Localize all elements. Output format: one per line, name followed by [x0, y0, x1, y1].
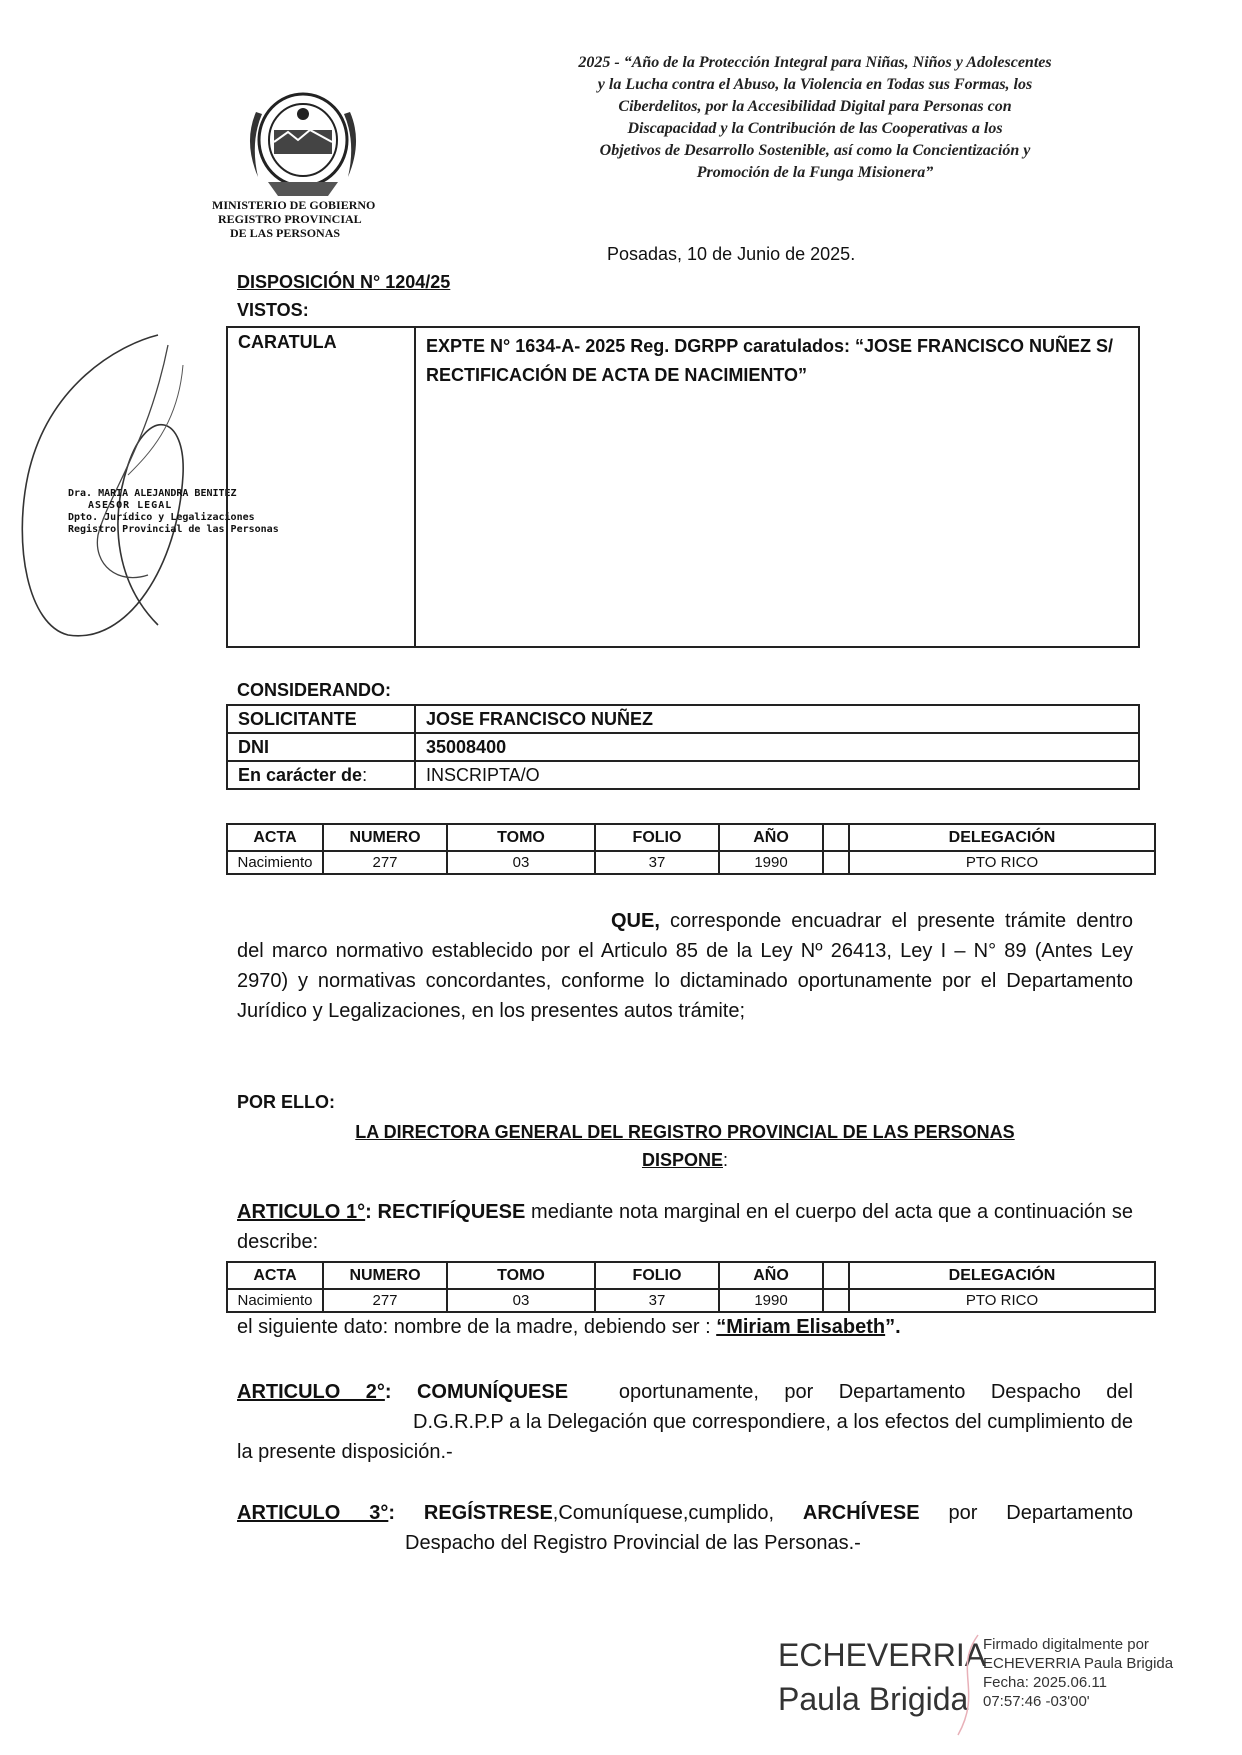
col-header: NUMERO [323, 824, 447, 851]
ministry-line: MINISTERIO DE GOBIERNO [212, 198, 376, 212]
solicitante-value: JOSE FRANCISCO NUÑEZ [415, 705, 1139, 733]
table-cell: 1990 [719, 1289, 823, 1312]
col-header: DELEGACIÓN [849, 824, 1155, 851]
province-seal-logo [238, 82, 368, 202]
article-3 [237, 1498, 1133, 1558]
table-cell: 03 [447, 851, 595, 874]
article-1-continued [237, 1316, 901, 1339]
table-cell [823, 851, 849, 874]
table-header-row [227, 1262, 1155, 1289]
caracter-key-text: En carácter de [238, 764, 363, 785]
signer-given-names: Paula Brigida [778, 1681, 969, 1717]
caratula-label: CARATULA [228, 328, 416, 646]
table-row [227, 851, 1155, 874]
col-header: FOLIO [595, 824, 719, 851]
article-1-colon: : [365, 1201, 372, 1223]
ministry-header [212, 198, 375, 240]
ministry-line: DE LAS PERSONAS [230, 226, 341, 240]
col-header: ACTA [227, 1262, 323, 1289]
article-3-text-3: Despacho del Registro Provincial de las Personas.- [405, 1532, 861, 1554]
que-paragraph [237, 906, 1133, 1026]
article-1-label: ARTICULO 1° [237, 1201, 366, 1223]
acta-table [226, 823, 1156, 875]
table-cell [823, 1289, 849, 1312]
col-header: ACTA [227, 824, 323, 851]
article-2-label: ARTICULO 2° [237, 1381, 385, 1403]
col-header: NUMERO [323, 1262, 447, 1289]
article-1 [237, 1197, 1133, 1257]
signature-swirl-icon [948, 1630, 988, 1740]
solicitante-key: SOLICITANTE [227, 705, 415, 733]
col-header [823, 1262, 849, 1289]
motto-line: Objetivos de Desarrollo Sostenible, así como la Concientización y [599, 142, 1031, 159]
caracter-key [227, 761, 415, 789]
signature-info-line: Firmado digitalmente por [983, 1636, 1149, 1653]
vistos-heading: VISTOS: [237, 300, 309, 320]
article-3-verb-2: ARCHÍVESE [802, 1502, 920, 1524]
table-header-row [227, 824, 1155, 851]
table-row [227, 733, 1139, 761]
acta-table [226, 1261, 1156, 1313]
article-3-text-2: por Departamento [948, 1502, 1134, 1524]
mother-name-value: “Miriam Elisabeth [716, 1316, 886, 1338]
col-header [823, 824, 849, 851]
article-3-text-1: ,Comuníquese,cumplido, [552, 1502, 775, 1524]
mother-name-end: ”. [885, 1316, 901, 1338]
stamp-line: ASESOR LEGAL [88, 500, 173, 511]
digital-signature-info [983, 1635, 1173, 1711]
col-header: TOMO [447, 824, 595, 851]
dispone-colon: : [723, 1150, 729, 1170]
table-cell: 37 [595, 851, 719, 874]
directora-heading [237, 1118, 1133, 1174]
motto-line: Ciberdelitos, por la Accesibilidad Digital para Personas con [618, 98, 1012, 115]
considerando-heading: CONSIDERANDO: [237, 680, 392, 700]
table-cell: 277 [323, 851, 447, 874]
caracter-key-colon: : [362, 764, 368, 785]
col-header: AÑO [719, 824, 823, 851]
article-3-label: ARTICULO 3° [237, 1502, 389, 1524]
table-cell: 277 [323, 1289, 447, 1312]
que-text: corresponde encuadrar el presente trámite dentro del marco normativo establecido por el Articulo 85 de la Ley Nº 26413, Ley I – N° 89 (Antes Ley 2970) y normativas concordantes, conforme lo dictaminado oportunamente por el Departamento Jurídico y Legalizaciones, en los presentes autos trámite; [237, 910, 1133, 1022]
motto-line: 2025 - “Año de la Protección Integral para Niñas, Niños y Adolescentes [578, 54, 1052, 71]
signature-info-line: ECHEVERRIA Paula Brigida [983, 1655, 1174, 1672]
motto-line: Discapacidad y la Contribución de las Cooperativas a los [627, 120, 1003, 137]
caratula-value: EXPTE N° 1634-A- 2025 Reg. DGRPP caratulados: “JOSE FRANCISCO NUÑEZ S/ RECTIFICACIÓN DE ACTA DE NACIMIENTO” [426, 336, 1114, 385]
ministry-line: REGISTRO PROVINCIAL [218, 212, 362, 226]
stamp-line: Dra. MARIA ALEJANDRA BENITEZ [68, 488, 237, 499]
motto-line: y la Lucha contra el Abuso, la Violencia en Todas sus Formas, los [597, 76, 1033, 93]
col-header: TOMO [447, 1262, 595, 1289]
table-cell: Nacimiento [227, 851, 323, 874]
col-header: AÑO [719, 1262, 823, 1289]
por-ello-heading: POR ELLO: [237, 1092, 335, 1112]
table-cell: 37 [595, 1289, 719, 1312]
signature-info-line: 07:57:46 -03'00' [983, 1693, 1090, 1710]
table-row [227, 705, 1139, 733]
dispone-word: DISPONE [641, 1150, 723, 1170]
dni-value: 35008400 [415, 733, 1139, 761]
article-3-colon: : [388, 1502, 395, 1524]
article-1-text: mediante nota marginal en el cuerpo del acta que a continuación se describe: [237, 1201, 1134, 1253]
table-row [227, 1289, 1155, 1312]
place-date: Posadas, 10 de Junio de 2025. [607, 244, 856, 264]
article-2-colon: : [384, 1381, 392, 1403]
signature-info-line: Fecha: 2025.06.11 [983, 1674, 1107, 1691]
dni-key: DNI [227, 733, 415, 761]
stamp-line: Registro Provincial de las Personas [68, 524, 279, 535]
article-3-verb-1: REGÍSTRESE [423, 1502, 553, 1524]
caracter-value: INSCRIPTA/O [415, 761, 1139, 789]
stamp-line: Dpto. Jurídico y Legalizaciones [68, 512, 255, 523]
table-cell: 03 [447, 1289, 595, 1312]
article-2-verb: COMUNÍQUESE [416, 1381, 569, 1403]
article-2-text-1: oportunamente, por Departamento Despacho del [618, 1381, 1133, 1403]
disposition-number: DISPOSICIÓN N° 1204/25 [237, 272, 451, 292]
table-cell: Nacimiento [227, 1289, 323, 1312]
article-2-text-2: D.G.R.P.P a la Delegación que correspondiere, a los efectos del cumplimiento de la presente disposición.- [237, 1411, 1133, 1463]
signer-surname: ECHEVERRIA [778, 1637, 987, 1673]
que-lead: QUE, [611, 910, 660, 932]
table-cell: PTO RICO [849, 851, 1155, 874]
article-1-continued-text: el siguiente dato: nombre de la madre, debiendo ser : [237, 1316, 711, 1338]
col-header: FOLIO [595, 1262, 719, 1289]
directora-line: LA DIRECTORA GENERAL DEL REGISTRO PROVINCIAL DE LAS PERSONAS [355, 1122, 1015, 1142]
caratula-box [226, 326, 1140, 648]
article-1-verb: RECTIFÍQUESE [377, 1201, 526, 1223]
table-row [227, 761, 1139, 789]
col-header: DELEGACIÓN [849, 1262, 1155, 1289]
article-2 [237, 1377, 1133, 1467]
year-motto [500, 52, 1130, 184]
motto-line: Promoción de la Funga Misionera” [696, 164, 934, 181]
table-cell: PTO RICO [849, 1289, 1155, 1312]
table-cell: 1990 [719, 851, 823, 874]
solicitante-table [226, 704, 1140, 790]
